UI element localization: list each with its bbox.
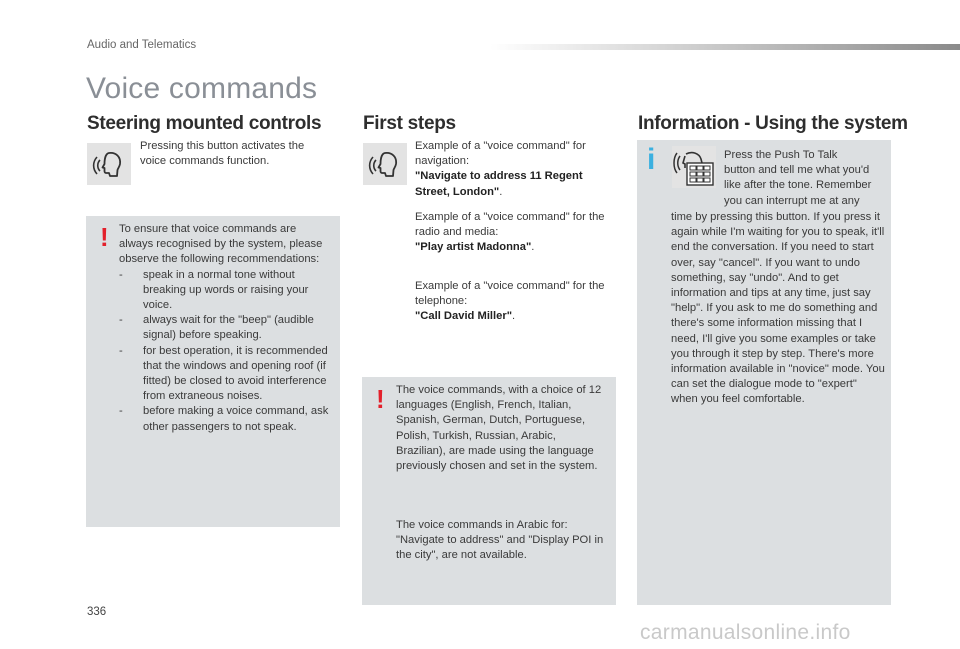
heading-information-using-system: Information - Using the system [638, 113, 908, 134]
header-gradient-bar [490, 44, 960, 50]
warning-intro: To ensure that voice commands are always recognised by the system, please observe the following recommendations: [119, 223, 323, 266]
example-radio-media: Example of a "voice command" for the radio and media: "Play artist Madonna". [415, 211, 605, 254]
warning-panel-recommendations [86, 216, 340, 527]
speaking-head-icon [367, 146, 403, 182]
info-panel [637, 140, 891, 605]
section-title: Audio and Telematics [87, 39, 197, 51]
push-to-talk-icon-box [672, 146, 716, 188]
page-number: 336 [87, 606, 107, 618]
command-telephone: "Call David Miller" [415, 310, 513, 323]
heading-steering-mounted-controls: Steering mounted controls [87, 113, 322, 134]
info-icon: i [647, 143, 656, 176]
recommendation-list [119, 268, 333, 435]
heading-first-steps: First steps [363, 113, 456, 134]
warning-panel-languages [362, 377, 616, 605]
list-item: - before making a voice command, ask other passengers to not speak. [119, 405, 329, 433]
button-description: Pressing this button activates the voice commands function. [140, 140, 305, 168]
voice-button-icon-box [363, 143, 407, 185]
info-text-first-lines: Press the Push To Talk button and tell me what you'd like after the tone. Remember you can interrupt me at any [724, 149, 872, 207]
voice-button-icon-box [87, 143, 131, 185]
speaking-head-icon [91, 146, 127, 182]
warning-icon: ! [376, 384, 385, 414]
list-item: - always wait for the "beep" (audible signal) before speaking. [119, 314, 314, 342]
languages-text: The voice commands, with a choice of 12 languages (English, French, Italian, Spanish, German, Dutch, Portuguese, Polish, Turkish, Russian, Arabic, Brazilian), are made using the language previously chosen and set in the system. [396, 384, 602, 473]
warning-icon: ! [100, 222, 109, 252]
arabic-note: The voice commands in Arabic for: "Navigate to address" and "Display POI in the city", are not available. [396, 519, 604, 562]
push-to-talk-icon [672, 146, 716, 188]
example-navigation: Example of a "voice command" for navigation: "Navigate to address 11 Regent Street, London". [415, 140, 586, 198]
page-title: Voice commands [86, 72, 318, 105]
list-item: - for best operation, it is recommended that the windows and opening roof (if fitted) be closed to avoid interference from extraneous noises. [119, 344, 328, 403]
watermark: carmanualsonline.info [640, 621, 851, 644]
warning-text [119, 222, 333, 435]
command-navigation: "Navigate to address 11 Regent Street, London" [415, 170, 583, 198]
list-item: - speak in a normal tone without breaking up words or raising your voice. [119, 268, 309, 312]
command-radio: "Play artist Madonna" [415, 241, 532, 254]
info-text-body: time by pressing this button. If you press it again while I'm waiting for you to speak, it'll end the conversation. If you need to start over, say "cancel". If you want to undo something, say "undo". And to get information and tips at any time, just say "help". If you ask to me do something and there's some information missing that I need, I'll give you some examples or take you through it step by step. There's more information available in "novice" mode. You can set the dialogue mode to "expert" when you feel comfortable. [671, 211, 885, 406]
example-telephone: Example of a "voice command" for the telephone: "Call David Miller". [415, 280, 605, 323]
